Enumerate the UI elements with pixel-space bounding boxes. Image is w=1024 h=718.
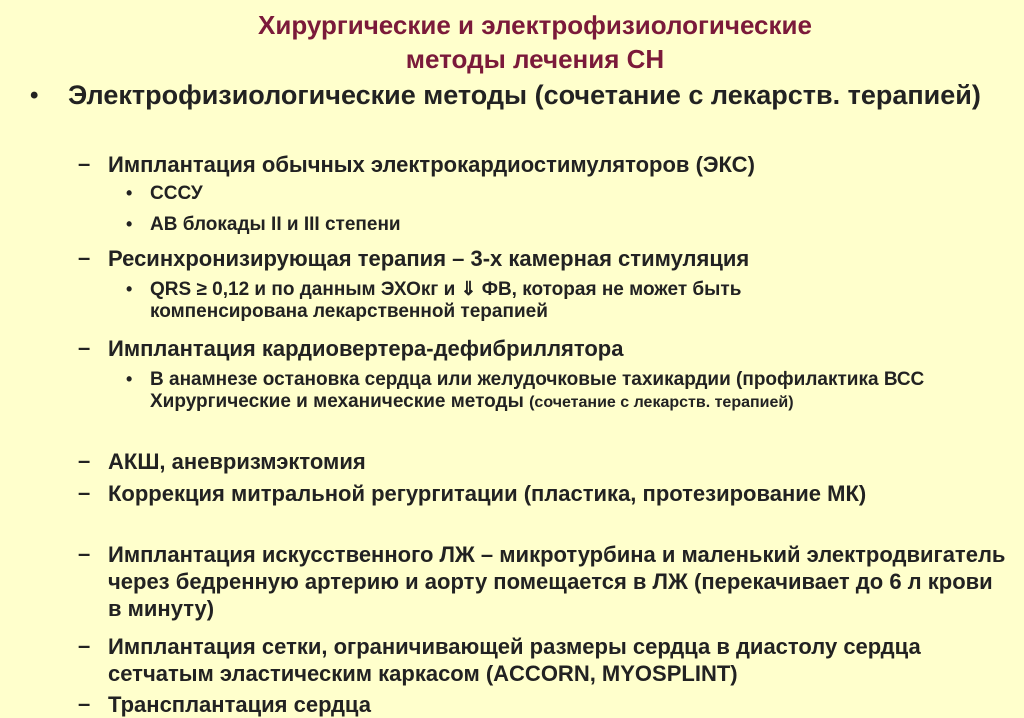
sub-list-item-text: В анамнезе остановка сердца или желудочковые тахикардии (профилактика ВСС Хирургические и механические методы (150, 369, 925, 412)
list-item: Ресинхронизирующая терапия – 3-х камерная стимуляция (108, 246, 750, 271)
sub-list-item (150, 369, 1000, 414)
dash-icon: – (78, 448, 91, 473)
list-item: Имплантация кардиовертера-дефибриллятора (108, 336, 624, 361)
sub-bullet-icon: • (126, 214, 133, 234)
dash-icon: – (78, 633, 91, 658)
main-heading: Электрофизиологические методы (сочетание с лекарств. терапией) (68, 80, 981, 110)
slide-title (0, 8, 1024, 76)
list-item: Трансплантация сердца (108, 692, 371, 717)
list-item: АКШ, аневризмэктомия (108, 449, 366, 474)
list-item: Коррекция митральной регургитации (пластика, протезирование МК) (108, 481, 867, 506)
dash-icon: – (78, 245, 91, 270)
dash-icon: – (78, 335, 91, 360)
list-item: Имплантация сетки, ограничивающей размеры сердца в диастолу сердца сетчатым эластическим каркасом (ACCORN, MYOSPLINT) (108, 634, 921, 686)
dash-icon: – (78, 541, 91, 566)
sub-list-item-note: (сочетание с лекарств. терапией) (529, 394, 794, 411)
title-line-2: методы лечения СН (405, 44, 665, 74)
sub-bullet-icon: • (126, 183, 133, 203)
sub-list-item: QRS ≥ 0,12 и по данным ЭХОкг и ⇓ ФВ, которая не может быть компенсирована лекарственной терапией (150, 279, 742, 322)
dash-icon: – (78, 151, 91, 176)
sub-bullet-icon: • (126, 279, 133, 299)
list-item: Имплантация искусственного ЛЖ – микротурбина и маленький электродвигатель через бедренную артерию и аорту помещается в ЛЖ (перекачивает до 6 л крови в минуту) (108, 542, 1006, 621)
title-line-1: Хирургические и электрофизиологические (258, 10, 812, 40)
list-item: Имплантация обычных электрокардиостимуляторов (ЭКС) (108, 152, 755, 177)
sub-list-item: СССУ (150, 183, 203, 204)
sub-list-item: АВ блокады II и III степени (150, 214, 401, 235)
dash-icon: – (78, 480, 91, 505)
bullet-icon: • (30, 82, 39, 109)
sub-bullet-icon: • (126, 369, 133, 389)
dash-icon: – (78, 691, 91, 716)
